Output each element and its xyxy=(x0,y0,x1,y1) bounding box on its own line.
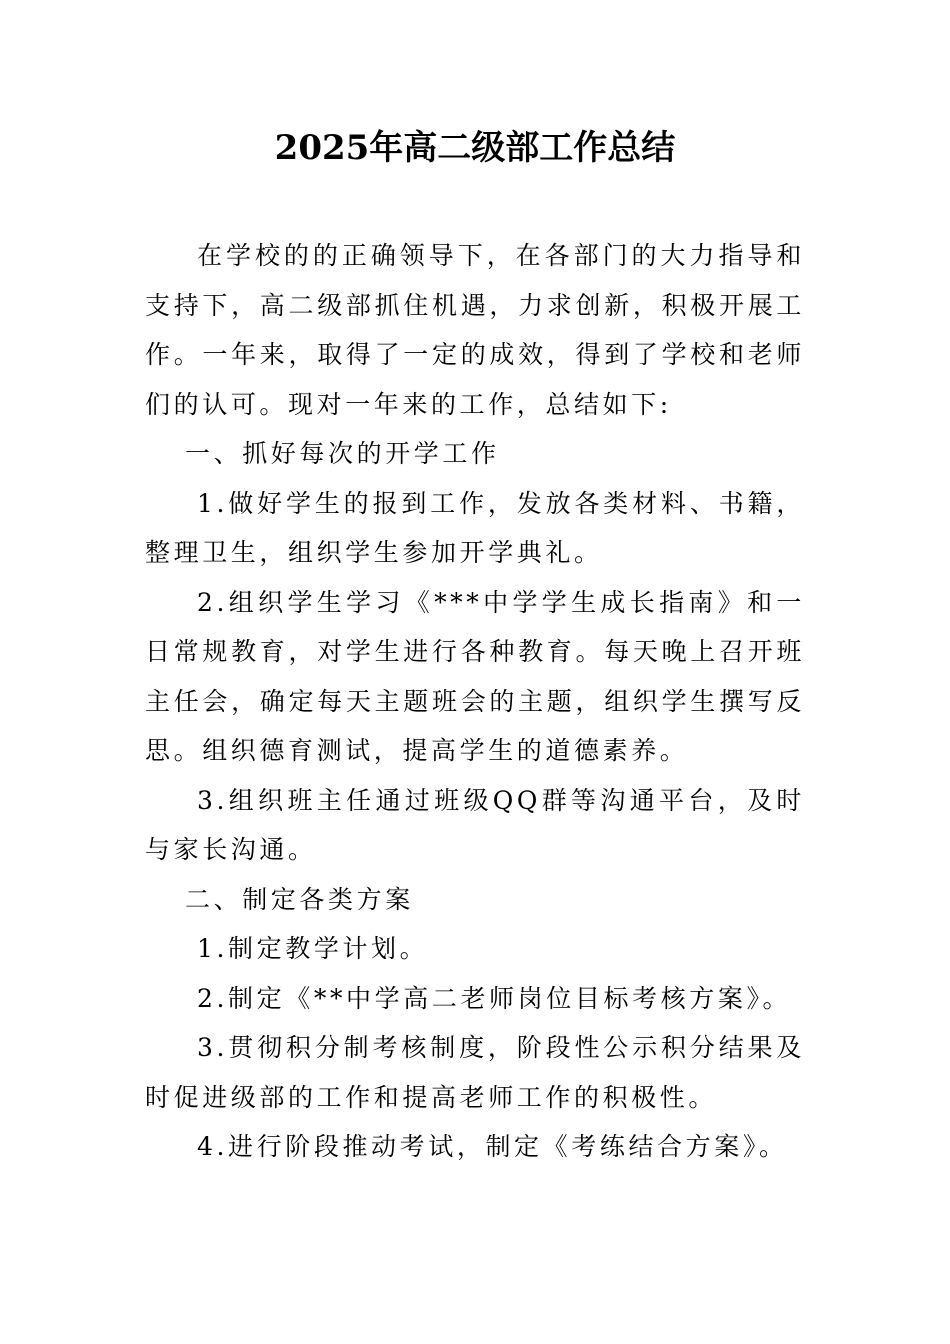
document-body xyxy=(145,231,805,1172)
list-item-1-1: 1.做好学生的报到工作，发放各类材料、书籍，整理卫生，组织学生参加开学典礼。 xyxy=(145,488,805,567)
document-title: 2025年高二级部工作总结 xyxy=(274,128,676,168)
list-item-1-2: 2.组织学生学习《***中学学生成长指南》和一日常规教育，对学生进行各种教育。每天晚上召开班主任会，确定每天主题班会的主题，组织学生撰写反思。组织德育测试，提高学生的道德素养。 xyxy=(145,587,805,765)
section-heading-1: 一、抓好每次的开学工作 xyxy=(185,439,500,468)
list-item-2-4: 4.进行阶段推动考试，制定《考练结合方案》。 xyxy=(197,1132,788,1161)
section-heading-2: 二、制定各类方案 xyxy=(185,884,414,914)
list-item-2-2: 2.制定《**中学高二老师岗位目标考核方案》。 xyxy=(197,983,792,1013)
list-item-1-3: 3.组织班主任通过班级QQ群等沟通平台，及时与家长沟通。 xyxy=(145,785,805,864)
list-item-2-1: 1.制定教学计划。 xyxy=(197,934,429,963)
intro-paragraph: 在学校的的正确领导下，在各部门的大力指导和支持下，高二级部抓住机遇，力求创新，积极开展工作。一年来，取得了一定的成效，得到了学校和老师们的认可。现对一年来的工作，总结如下: xyxy=(145,241,805,419)
list-item-2-3: 3.贯彻积分制考核制度，阶段性公示积分结果及时促进级部的工作和提高老师工作的积极性。 xyxy=(145,1033,805,1112)
